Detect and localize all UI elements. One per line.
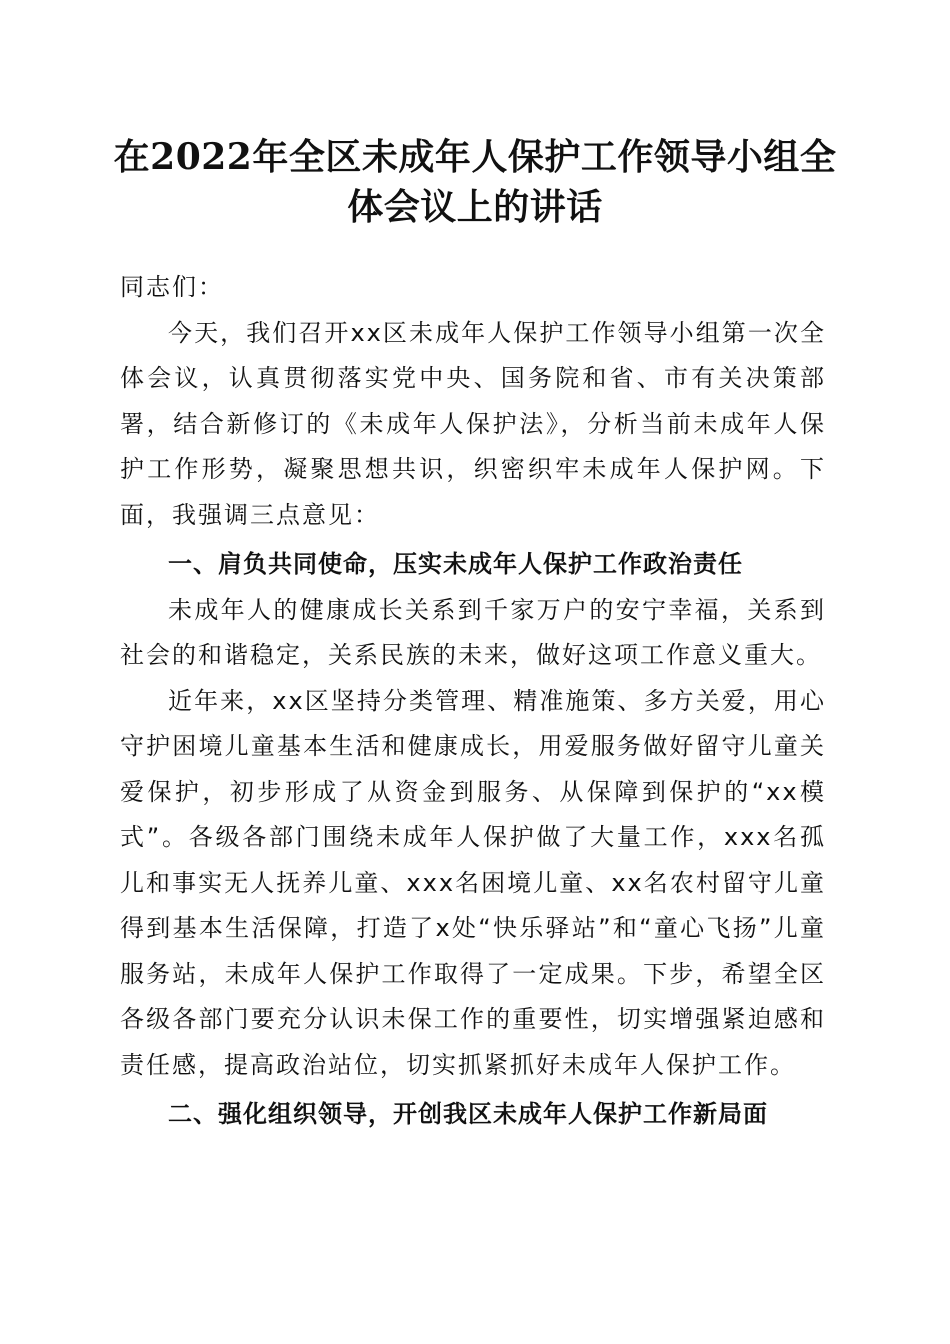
document-title: 在2022年全区未成年人保护工作领导小组全体会议上的讲话	[113, 136, 837, 228]
paragraph-significance: 未成年人的健康成长关系到千家万户的安宁幸福，关系到社会的和谐稳定，关系民族的未来，做好这项工作意义重大。	[120, 595, 826, 669]
salutation: 同志们：	[120, 273, 224, 301]
section-heading-1: 一、肩负共同使命，压实未成年人保护工作政治责任	[168, 550, 743, 578]
paragraph-achievements: 近年来，xx区坚持分类管理、精准施策、多方关爱，用心守护困境儿童基本生活和健康成长，用爱服务做好留守儿童关爱保护，初步形成了从资金到服务、从保障到保护的“xx模式”。各级各部门围绕未成年人保护做了大量工作，xxx名孤儿和事实无人抚养儿童、xxx名困境儿童、xx名农村留守儿童得到基本生活保障，打造了x处“快乐驿站”和“童心飞扬”儿童服务站，未成年人保护工作取得了一定成果。下步，希望全区各级各部门要充分认识未保工作的重要性，切实增强紧迫感和责任感，提高政治站位，切实抓紧抓好未成年人保护工作。	[120, 686, 826, 1079]
section-heading-2: 二、强化组织领导，开创我区未成年人保护工作新局面	[168, 1100, 768, 1128]
document-body	[120, 265, 826, 1138]
paragraph-intro: 今天，我们召开xx区未成年人保护工作领导小组第一次全体会议，认真贯彻落实党中央、国务院和省、市有关决策部署，结合新修订的《未成年人保护法》，分析当前未成年人保护工作形势，凝聚思想共识，织密织牢未成年人保护网。下面，我强调三点意见：	[120, 318, 826, 529]
